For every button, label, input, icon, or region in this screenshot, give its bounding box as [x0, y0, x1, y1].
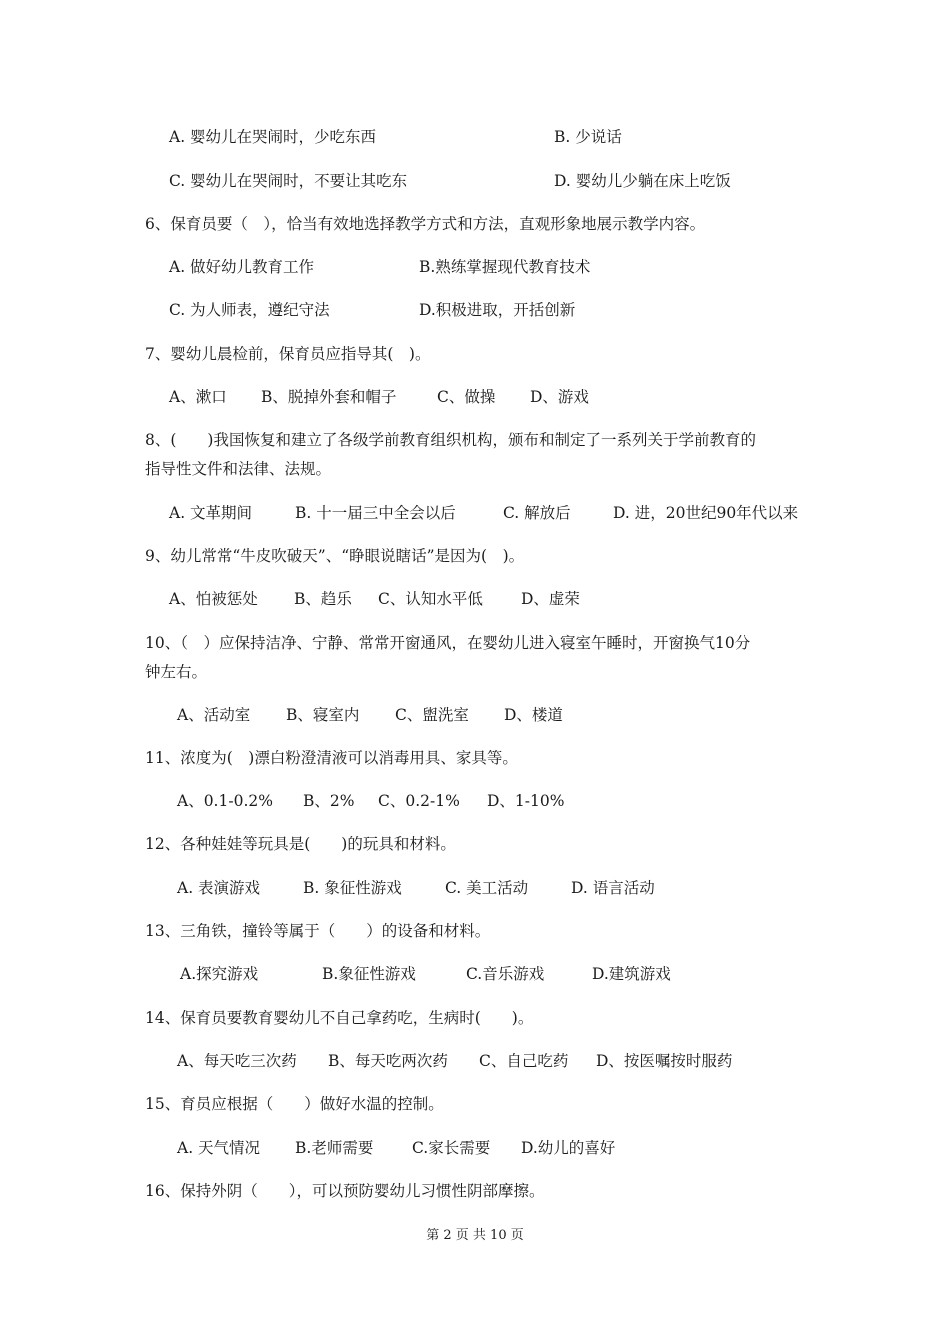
q6-option-a: A. 做好幼儿教育工作 [169, 258, 315, 276]
q11-option-b: B、2% [303, 792, 355, 810]
q6-option-b: B.熟练掌握现代教育技术 [419, 258, 591, 276]
q8-option-a: A. 文革期间 [169, 504, 253, 522]
q11-stem: 11、浓度为( )漂白粉澄清液可以消毒用具、家具等。 [145, 749, 518, 767]
q14-stem: 14、保育员要教育婴幼儿不自己拿药吃，生病时( )。 [145, 1009, 534, 1027]
q10-option-a: A、活动室 [177, 706, 251, 724]
q15-stem: 15、育员应根据（ ）做好水温的控制。 [145, 1095, 444, 1113]
q9-option-b: B、趋乐 [294, 590, 352, 608]
q9-option-c: C、认知水平低 [378, 590, 483, 608]
q6-option-d: D.积极进取，开括创新 [419, 301, 576, 319]
q13-option-a: A.探究游戏 [180, 965, 259, 983]
q13-stem: 13、三角铁，撞铃等属于（ ）的设备和材料。 [145, 922, 491, 940]
page-footer: 第 2 页 共 10 页 [426, 1228, 524, 1243]
q14-option-c: C、自己吃药 [479, 1052, 569, 1070]
q15-option-d: D.幼儿的喜好 [521, 1139, 616, 1157]
q15-option-b: B.老师需要 [295, 1139, 374, 1157]
q7-stem: 7、婴幼儿晨检前，保育员应指导其( )。 [145, 345, 431, 363]
q5-option-d: D. 婴幼儿少躺在床上吃饭 [554, 172, 731, 190]
q7-option-b: B、脱掉外套和帽子 [261, 388, 397, 406]
q11-option-d: D、1-10% [487, 792, 565, 810]
q10-option-c: C、盥洗室 [395, 706, 469, 724]
q13-option-c: C.音乐游戏 [466, 965, 545, 983]
q5-option-b: B. 少说话 [554, 128, 622, 146]
q8-option-c: C. 解放后 [503, 504, 571, 522]
q14-option-d: D、按医嘱按时服药 [596, 1052, 733, 1070]
q12-option-a: A. 表演游戏 [177, 879, 261, 897]
q9-stem: 9、幼儿常常“牛皮吹破天”、“睁眼说瞎话”是因为( )。 [145, 547, 525, 565]
q12-option-d: D. 语言活动 [571, 879, 655, 897]
q5-option-c: C. 婴幼儿在哭闹时，不要让其吃东 [169, 172, 408, 190]
q9-option-d: D、虚荣 [521, 590, 580, 608]
q10-stem-line1: 10、（ ）应保持洁净、宁静、常常开窗通风，在婴幼儿进入寝室午睡时，开窗换气10分 [145, 634, 751, 652]
q8-stem-line2: 指导性文件和法律、法规。 [145, 460, 332, 478]
q11-option-a: A、0.1-0.2% [177, 792, 273, 810]
q7-option-a: A、漱口 [169, 388, 227, 406]
q12-stem: 12、各种娃娃等玩具是( )的玩具和材料。 [145, 835, 456, 853]
q7-option-c: C、做操 [437, 388, 496, 406]
q11-option-c: C、0.2-1% [378, 792, 460, 810]
q8-stem-line1: 8、( )我国恢复和建立了各级学前教育组织机构，颁布和制定了一系列关于学前教育的 [145, 431, 756, 449]
q7-option-d: D、游戏 [530, 388, 589, 406]
q15-option-c: C.家长需要 [412, 1139, 491, 1157]
q6-option-c: C. 为人师表，遵纪守法 [169, 301, 330, 319]
q12-option-c: C. 美工活动 [445, 879, 529, 897]
q12-option-b: B. 象征性游戏 [303, 879, 402, 897]
q8-option-d: D. 进，20世纪90年代以来 [613, 504, 799, 522]
q8-option-b: B. 十一届三中全会以后 [295, 504, 456, 522]
q6-stem: 6、保育员要（ ），恰当有效地选择教学方式和方法，直观形象地展示教学内容。 [145, 215, 706, 233]
q5-option-a: A. 婴幼儿在哭闹时，少吃东西 [169, 128, 377, 146]
q16-stem: 16、保持外阴（ ），可以预防婴幼儿习惯性阴部摩擦。 [145, 1182, 545, 1200]
q10-option-d: D、楼道 [504, 706, 563, 724]
q9-option-a: A、怕被惩处 [169, 590, 258, 608]
q14-option-b: B、每天吃两次药 [328, 1052, 448, 1070]
q10-stem-line2: 钟左右。 [145, 663, 208, 681]
q14-option-a: A、每天吃三次药 [177, 1052, 297, 1070]
q13-option-d: D.建筑游戏 [592, 965, 671, 983]
q13-option-b: B.象征性游戏 [322, 965, 416, 983]
q10-option-b: B、寝室内 [286, 706, 360, 724]
q15-option-a: A. 天气情况 [177, 1139, 261, 1157]
